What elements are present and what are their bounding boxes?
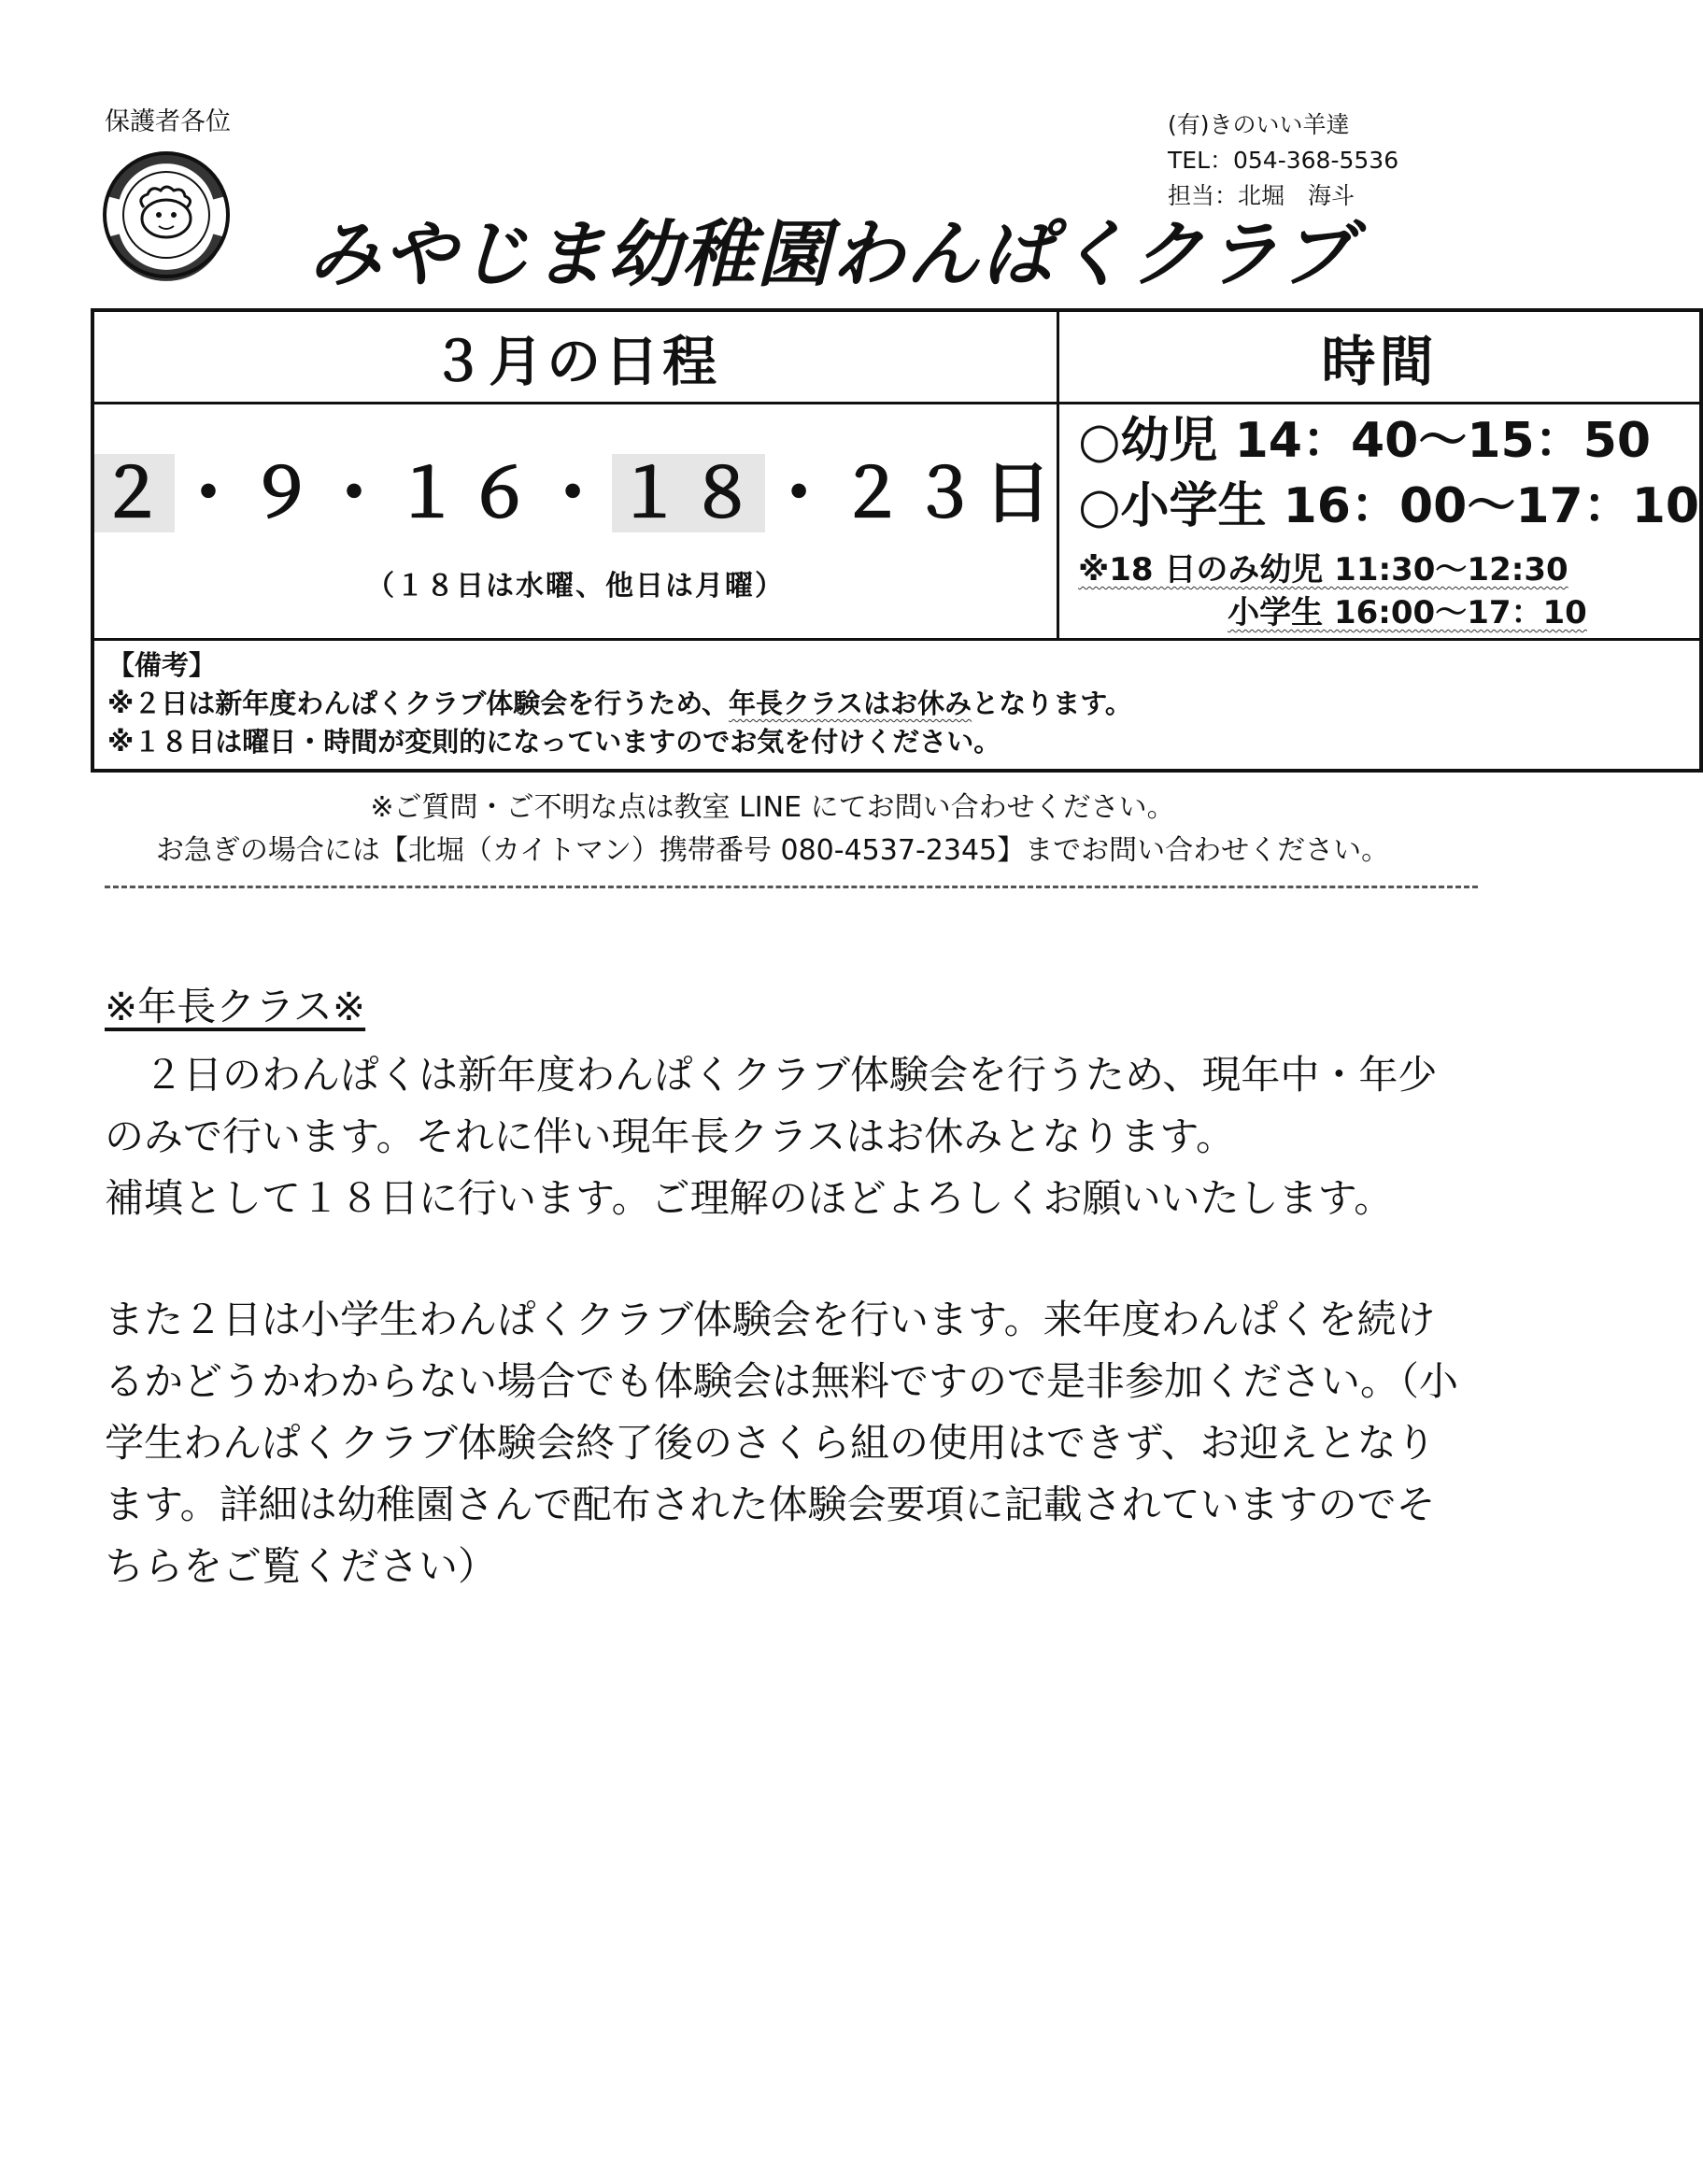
time-kinder: ○幼児 14：40～15：50 xyxy=(1078,413,1652,469)
dates-cell xyxy=(92,404,1058,640)
schedule-table xyxy=(91,308,1703,773)
date: １６ xyxy=(393,454,540,532)
notice-paragraph-1: ２日のわんぱくは新年度わんぱくクラブ体験会を行うため、現年中・年少のみで行います。それに伴い現年長クラスはお休みとなります。 xyxy=(105,1052,1438,1159)
date: ９ xyxy=(248,454,321,532)
time-elementary: ○小学生 16：00～17：10 xyxy=(1078,478,1700,534)
special-time-note-2 xyxy=(1078,591,1699,634)
company-name: (有)きのいい羊達 xyxy=(1168,111,1350,138)
addressee: 保護者各位 xyxy=(105,107,231,136)
company-tel: TEL：054-368-5536 xyxy=(1168,147,1399,174)
dates-note: （１８日は水曜、他日は月曜） xyxy=(366,570,786,603)
schedule-dates xyxy=(94,439,1057,536)
remark-2: ※１８日は曜日・時間が変則的になっていますのでお気を付けください。 xyxy=(107,726,1001,758)
date: ２３日 xyxy=(838,454,1057,532)
contact-line-2: お急ぎの場合には【北堀（カイトマン）携帯番号 080-4537-2345】までお問い合わせください。 xyxy=(155,834,1390,867)
time-cell xyxy=(1058,404,1701,640)
special-time-kinder: ※18 日のみ幼児 11:30～12:30 xyxy=(1078,551,1568,589)
date-separator: ・ xyxy=(765,454,839,532)
dashed-divider xyxy=(105,886,1478,888)
schedule-header: ３月の日程 xyxy=(92,310,1058,404)
remark-1-a: ※２日は新年度わんぱくクラブ体験会を行うため、 xyxy=(107,688,730,719)
special-time-note xyxy=(1078,548,1699,591)
special-time-elementary: 小学生 16:00～17：10 xyxy=(1228,594,1587,631)
remarks-label: 【備考】 xyxy=(107,649,217,681)
date-separator: ・ xyxy=(539,454,613,532)
contact-person: 担当：北堀 海斗 xyxy=(1168,182,1355,209)
notice-paragraph-2: 補填として１８日に行います。ご理解のほどよろしくお願いいたします。 xyxy=(105,1175,1394,1221)
remarks-cell xyxy=(92,640,1701,772)
date-highlighted: ２ xyxy=(94,454,175,532)
notice-heading: ※年長クラス※ xyxy=(105,984,366,1029)
notice-paragraph-3: また２日は小学生わんぱくクラブ体験会を行います。来年度わんぱくを続けるかどうかわからない場合でも体験会は無料ですので是非参加ください。（小学生わんぱくクラブ体験会終了後のさくら組の使用はできず、お迎えとなります。詳細は幼稚園さんで配布された体験会要項に記載されていますのでそちらをご覧ください） xyxy=(105,1297,1459,1589)
remark-1 xyxy=(107,685,1686,723)
page-title: みやじま幼稚園わんぱくクラブ xyxy=(308,213,1355,297)
sheep-logo-icon xyxy=(101,149,232,280)
remark-1-c: となります。 xyxy=(972,688,1132,719)
remark-1-emphasis: 年長クラスはお休み xyxy=(729,688,972,719)
time-header: 時間 xyxy=(1058,310,1701,404)
contact-line-1: ※ご質問・ご不明な点は教室 LINE にてお問い合わせください。 xyxy=(370,791,1175,824)
date-highlighted: １８ xyxy=(612,454,765,532)
date-separator: ・ xyxy=(320,454,394,532)
date-separator: ・ xyxy=(175,454,248,532)
